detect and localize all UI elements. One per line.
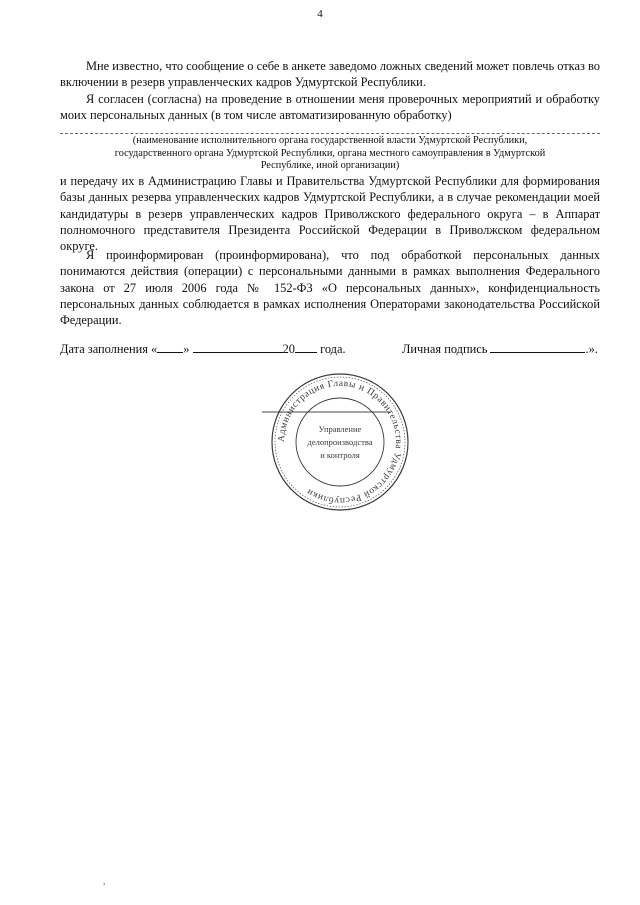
stamp-center-line-1: Управление: [318, 424, 362, 434]
organization-name-blank-line: [60, 133, 600, 134]
paragraph-transfer: и передачу их в Администрацию Главы и Правительства Удмуртской Республики для формирования базы данных резерва управленческих кадров Удмуртской Республики, а в случае рекомендации моей кандидатуры в резерв управленческих кадров Приволжского федерального округа – в Аппарат полномочного представителя Президента Российской Федерации в Приволжском федеральном округе.: [60, 174, 600, 254]
caption-line-2: государственного органа Удмуртской Республики, органа местного самоуправления в Удмуртской: [114, 147, 546, 159]
year-suffix: года.: [316, 342, 346, 356]
signature-line: [402, 341, 598, 357]
day-blank[interactable]: [157, 341, 183, 353]
year-blank[interactable]: [295, 341, 317, 353]
official-seal-stamp: [240, 372, 440, 512]
stamp-center-line-2: делопроизводства: [307, 437, 373, 447]
organization-name-caption: [60, 135, 600, 173]
paragraph-false-info-warning: Мне известно, что сообщение о себе в анкете заведомо ложных сведений может повлечь отказ во включении в резерв управленческих кадров Удмуртской Республики.: [60, 59, 600, 90]
signature-end: .».: [585, 342, 598, 356]
paragraph-consent: Я согласен (согласна) на проведение в отношении меня проверочных мероприятий и обработку моих персональных данных (в том числе автоматизированную обработку): [60, 92, 600, 123]
date-label: Дата заполнения «: [60, 342, 158, 356]
month-blank[interactable]: [193, 341, 283, 353]
signature-blank[interactable]: [490, 341, 585, 353]
date-quote-close: »: [183, 342, 190, 356]
stamp-center-line-3: и контроля: [320, 450, 360, 460]
footer-mark: ,: [103, 876, 106, 886]
year-prefix: 20: [282, 342, 295, 356]
signature-label: Личная подпись: [402, 342, 491, 356]
caption-line-1: (наименование исполнительного органа государственной власти Удмуртской Республики,: [132, 135, 528, 146]
stamp-ring-text: Администрация Главы и Правительства Удмуртской Республики: [276, 378, 404, 506]
paragraph-informed: Я проинформирован (проинформирована), что под обработкой персональных данных понимаются действия (операции) с персональными данными в рамках выполнения Федерального закона от 27 июля 2006 года № 152-ФЗ «О персональных данных», конфиденциальность персональных данных соблюдается в рамках исполнения Операторами законодательства Российской Федерации.: [60, 248, 600, 328]
page-number: 4: [317, 8, 323, 20]
fill-date-line: [60, 341, 346, 357]
caption-line-3: Республике, иной организации): [260, 160, 400, 172]
